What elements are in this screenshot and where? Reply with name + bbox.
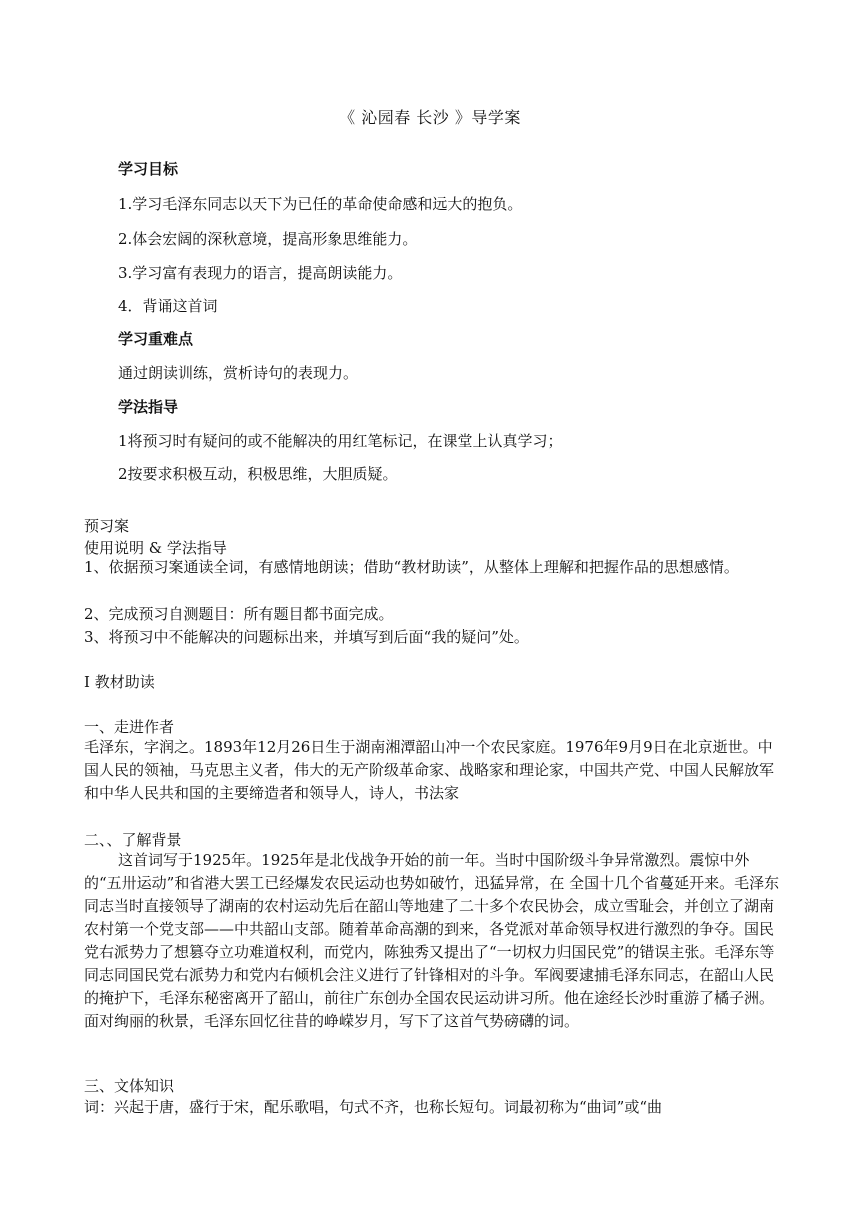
objective-item: 1.学习毛泽东同志以天下为已任的革命使命感和远大的抱负。 bbox=[118, 195, 523, 213]
objective-item: 4．背诵这首词 bbox=[118, 297, 218, 315]
key-points-text: 通过朗读训练，赏析诗句的表现力。 bbox=[118, 364, 359, 382]
objective-item: 3.学习富有表现力的语言，提高朗读能力。 bbox=[118, 264, 403, 282]
objective-item: 2.体会宏阔的深秋意境，提高形象思维能力。 bbox=[118, 230, 418, 248]
method-item: 1将预习时有疑问的或不能解决的用红笔标记，在课堂上认真学习； bbox=[118, 432, 563, 450]
preview-item: 2、完成预习自测题目：所有题目都书面完成。 bbox=[84, 605, 394, 623]
preview-heading: 预习案 bbox=[84, 517, 130, 535]
author-text: 毛泽东，字润之。1893年12月26日生于湖南湘潭韶山冲一个农民家庭。1976年9月9日在北京逝世。中国人民的领袖，马克思主义者，伟大的无产阶级革命家、战略家和理论家，中国共产党、中国人民解放军和中华人民共和国的主要缔造者和领导人，诗人，书法家 bbox=[84, 738, 775, 802]
author-heading: 一、走进作者 bbox=[84, 718, 175, 736]
textbook-aid-heading: Ⅰ 教材助读 bbox=[84, 673, 155, 691]
background-heading: 二、、了解背景 bbox=[84, 831, 182, 849]
key-points-heading: 学习重难点 bbox=[118, 330, 194, 348]
preview-subheading: 使用说明 & 学法指导 bbox=[84, 539, 227, 557]
objectives-heading: 学习目标 bbox=[118, 160, 179, 178]
method-heading: 学法指导 bbox=[118, 398, 179, 416]
genre-text: 词：兴起于唐，盛行于宋，配乐歌唱，句式不齐，也称长短句。词最初称为“曲词”或“曲 bbox=[84, 1098, 663, 1116]
document-title: 《 沁园春 长沙 》导学案 bbox=[339, 108, 521, 127]
background-text: 这首词写于1925年。1925年是北伐战争开始的前一年。当时中国阶级斗争异常激烈。震惊中外的“五卅运动”和省港大罢工已经爆发农民运动也势如破竹，迅猛异常，在 全国十几个省蔓延开来。毛泽东同志当时直接领导了湖南的农村运动先后在韶山等地建了二十多个农民协会，成立雪耻会，并创立了湖南农村第一个党支部——中共韶山支部。随着革命高潮的到来，各党派对革命领导权进行激烈的争夺。国民党右派势力了想篡夺立功难道权利，而党内，陈独秀又提出了“一切权力归国民党”的错误主张。毛泽东等同志同国民党右派势力和党内右倾机会注义进行了针锋相对的斗争。军阀要逮捕毛泽东同志，在韶山人民的掩护下，毛泽东秘密离开了韶山，前往广东创办全国农民运动讲习所。他在途经长沙时重游了橘子洲。面对绚丽的秋景，毛泽东回忆往昔的峥嵘岁月，写下了这首气势磅礴的词。 bbox=[84, 851, 780, 1030]
preview-item: 3、将预习中不能解决的问题标出来，并填写到后面“我的疑问”处。 bbox=[84, 628, 529, 646]
genre-heading: 三、文体知识 bbox=[84, 1077, 175, 1095]
method-item: 2按要求积极互动，积极思维，大胆质疑。 bbox=[118, 465, 398, 483]
preview-item: 1、依据预习案通读全词，有感情地朗读；借助“教材助读”，从整体上理解和把握作品的思想感情。 bbox=[84, 558, 739, 576]
